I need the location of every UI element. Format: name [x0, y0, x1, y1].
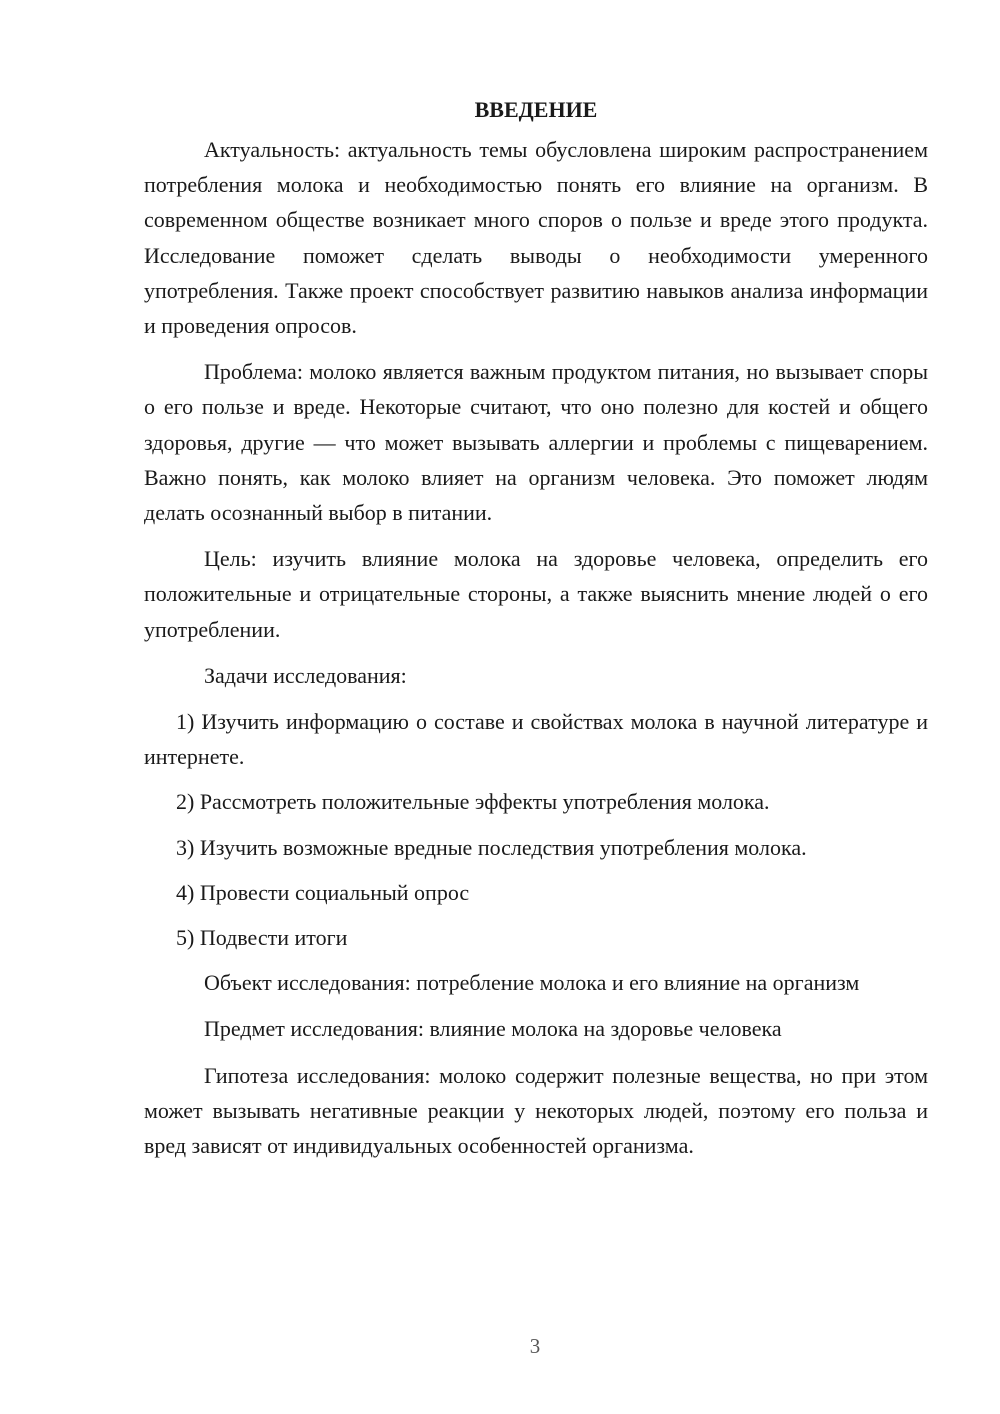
- goal-paragraph: Цель: изучить влияние молока на здоровье человека, определить его положительные и отрицательные стороны, а также выяснить мнение людей о его употреблении.: [144, 546, 928, 642]
- hypothesis-paragraph: Гипотеза исследования: молоко содержит полезные вещества, но при этом может вызывать негативные реакции у некоторых людей, поэтому его польза и вред зависят от индивидуальных особенностей организма.: [144, 1062, 928, 1159]
- task-item: 5) Подвести итоги: [176, 925, 348, 951]
- object-paragraph: Объект исследования: потребление молока и его влияние на организм: [204, 970, 860, 996]
- section-heading: ВВЕДЕНИЕ: [474, 97, 598, 122]
- task-item: 3) Изучить возможные вредные последствия употребления молока.: [176, 834, 807, 860]
- tasks-title: Задачи исследования:: [204, 662, 407, 688]
- problem-paragraph: Проблема: молоко является важным продуктом питания, но вызывает споры о его пользе и вреде. Некоторые считают, что оно полезно для костей и общего здоровья, другие — что может вызывать аллергии и проблемы с пищеварением. Важно понять, как молоко влияет на организм человека. Это поможет людям делать осознанный выбор в питании.: [144, 359, 928, 526]
- task-item: 1) Изучить информацию о составе и свойствах молока в научной литературе и интернете.: [144, 709, 928, 770]
- subject-paragraph: Предмет исследования: влияние молока на здоровье человека: [204, 1016, 782, 1042]
- document-page: [144, 92, 928, 1174]
- page-number: 3: [529, 1334, 541, 1358]
- task-item: 2) Рассмотреть положительные эффекты употребления молока.: [176, 789, 770, 815]
- relevance-paragraph: Актуальность: актуальность темы обусловлена широким распространением потребления молока и необходимостью понять его влияние на организм. В современном обществе возникает много споров о пользе и вреде этого продукта. Исследование поможет сделать выводы о необходимости умеренного употребления. Также проект способствует развитию навыков анализа информации и проведения опросов.: [144, 137, 928, 339]
- task-item: 4) Провести социальный опрос: [176, 879, 470, 905]
